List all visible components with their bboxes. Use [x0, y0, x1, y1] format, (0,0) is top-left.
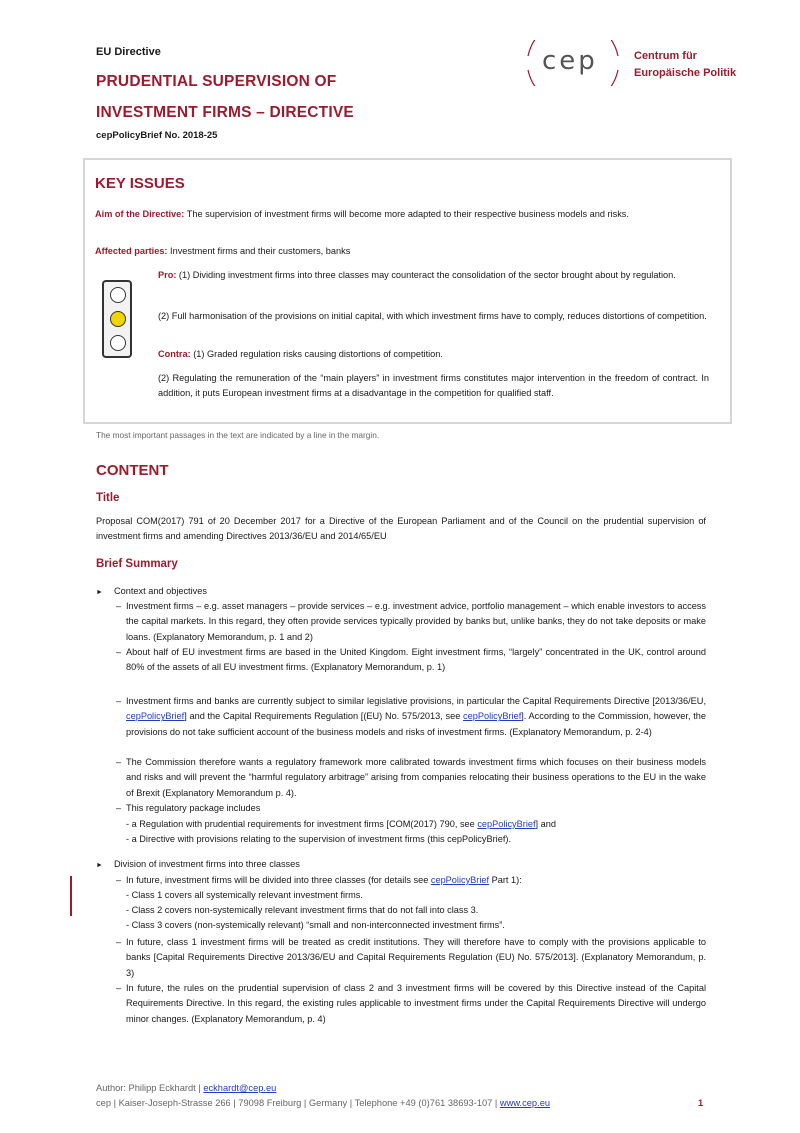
division-item-1-text-b: Part 1): [489, 875, 522, 885]
affected-label: Affected parties: [95, 246, 168, 256]
document-title [96, 66, 354, 128]
document-type: EU Directive [96, 46, 161, 58]
bullet-triangle-icon: ► [96, 862, 103, 869]
key-issues-heading: KEY ISSUES [95, 175, 185, 192]
division-label: Division of investment firms into three classes [114, 859, 300, 869]
aim-text: The supervision of investment firms will become more adapted to their respective business models and risks. [184, 209, 629, 219]
traffic-light-red-lamp [110, 287, 126, 303]
pro-text-1: (1) Dividing investment firms into three classes may counteract the consolidation of the sector brought about by regulation. [176, 270, 676, 280]
key-issues-box [83, 158, 732, 424]
division-bullet [96, 857, 300, 873]
division-item-1-text-a: In future, investment firms will be divided into three classes (for details see [126, 875, 431, 885]
division-item-3 [116, 981, 706, 1027]
author-email-link[interactable]: eckhardt@cep.eu [203, 1083, 277, 1093]
traffic-light-green-lamp [110, 335, 126, 351]
context-bullet [96, 584, 207, 600]
context-sub-item-2: - a Directive with provisions relating to the supervision of investment firms (this cepPolicyBrief). [126, 834, 511, 844]
contra-point-2: (2) Regulating the remuneration of the “main players” in investment firms constitutes major intervention in the freedom of contract. In addition, it puts European investment firms at a disadvantage in the competition for qualified staff. [158, 373, 709, 399]
address-text: cep | Kaiser-Joseph-Strasse 266 | 79098 Freiburg | Germany | Telephone +49 (0)761 38693-107 | [96, 1098, 500, 1108]
context-item-2-text: About half of EU investment firms are based in the United Kingdom. Eight investment firms, “largely” concentrated in the UK, control around 80% of the assets of all EU investment firms. (Explanatory Memorandum, p. 1) [126, 647, 706, 673]
context-sub-item-1-text-b: ] and [535, 819, 556, 829]
dash-marker: – [116, 937, 122, 947]
division-item-1 [116, 873, 706, 888]
context-sub-item-1 [126, 817, 556, 832]
cep-policy-brief-link[interactable]: cepPolicyBrief [126, 711, 185, 722]
context-sub-item-1-text-a: - a Regulation with prudential requirements for investment firms [COM(2017) 790, see [126, 819, 478, 829]
dash-marker: – [116, 601, 122, 611]
dash-marker: – [116, 757, 122, 767]
division-item-2-text: In future, class 1 investment firms will be treated as credit institutions. They will therefore have to comply with the provisions applicable to banks [Capital Requirements Directive 2013/36/EU and Capital Requirements Regulation (EU) No. 575/2013]. (Explanatory Memorandum, p. 3) [126, 937, 706, 978]
cep-policy-brief-link[interactable]: cepPolicyBrief [477, 819, 536, 829]
brief-summary-heading: Brief Summary [96, 558, 178, 570]
traffic-light-yellow-lamp [110, 311, 126, 327]
logo-wordmark: cep [542, 46, 598, 76]
cep-logo [522, 40, 762, 86]
margin-line-footnote: The most important passages in the text are indicated by a line in the margin. [96, 430, 380, 440]
division-item-3-text: In future, the rules on the prudential supervision of class 2 and 3 investment firms will be covered by this Directive instead of the Capital Requirements Directive. In this regard, the existing rules applicable to investment firms under the Capital Requirements Directive will undergo minor changes. (Explanatory Memorandum, p. 4) [126, 983, 706, 1024]
dash-marker: – [116, 875, 122, 885]
dash-marker: – [116, 647, 122, 657]
cep-policy-brief-link[interactable]: cepPolicyBrief [463, 711, 522, 722]
brief-number: cepPolicyBrief No. 2018-25 [96, 130, 218, 141]
dash-marker: – [116, 803, 122, 813]
context-label: Context and objectives [114, 586, 207, 596]
dash-marker: – [116, 696, 122, 706]
class-2-description: - Class 2 covers non-systemically relevant investment firms that do not fall into class 3. [126, 905, 479, 915]
title-subheading: Title [96, 492, 120, 504]
pro-label: Pro: [158, 270, 177, 280]
page-number: 1 [698, 1098, 704, 1108]
context-item-1 [116, 599, 706, 645]
context-item-2 [116, 645, 706, 676]
class-1-description: - Class 1 covers all systemically relevant investment firms. [126, 890, 363, 900]
contra-point-1 [158, 347, 709, 362]
logo-org-line-2: Europäische Politik [634, 67, 737, 79]
title-line-1: PRUDENTIAL SUPERVISION OF [96, 73, 337, 90]
affected-text: Investment firms and their customers, banks [167, 246, 351, 256]
website-link[interactable]: www.cep.eu [499, 1098, 551, 1108]
dash-marker: – [116, 983, 122, 993]
context-item-1-text: Investment firms – e.g. asset managers – provide services – e.g. investment advice, portfolio management – which enable investors to access the capital markets. In this regard, they often provide services typically provided by banks but, unlike banks, they do not take deposits or make loans. (Explanatory Memorandum, p. 1 and 2) [126, 601, 706, 642]
pro-point-2: (2) Full harmonisation of the provisions on initial capital, with which investment firms have to comply, reduces distortions of competition. [158, 311, 707, 321]
author-text: Author: Philipp Eckhardt | [96, 1083, 204, 1093]
logo-org-line-1: Centrum für [634, 50, 697, 62]
contra-label: Contra: [158, 349, 191, 359]
margin-importance-line [70, 876, 72, 916]
aim-of-directive [95, 207, 709, 222]
proposal-title: Proposal COM(2017) 791 of 20 December 2017 for a Directive of the European Parliament and of the Council on the prudential supervision of investment firms and amending Directives 2013/36/EU and 2014/65/EU [96, 516, 706, 542]
logo-organisation [634, 48, 736, 82]
context-item-3 [116, 694, 706, 740]
bullet-triangle-icon: ► [96, 589, 103, 596]
affected-parties [95, 244, 709, 259]
contra-text-1: (1) Graded regulation risks causing distortions of competition. [190, 349, 443, 359]
traffic-light-icon [102, 280, 132, 358]
class-3-description: - Class 3 covers (non-systemically relevant) “small and non-interconnected investment firms”. [126, 920, 505, 930]
content-heading: CONTENT [96, 462, 169, 479]
footer-address [96, 1098, 550, 1108]
context-item-4 [116, 755, 706, 801]
pro-point-1 [158, 268, 709, 283]
context-item-4-text: The Commission therefore wants a regulatory framework more calibrated towards investment firms which focuses on their business models and risks and will prevent the “harmful regulatory arbitrage” arising from companies relocating their business operations to the EU in the wake of Brexit (Explanatory Memorandum p. 4). [126, 757, 706, 798]
context-item-5 [116, 801, 706, 816]
context-item-3-text-a: Investment firms and banks are currently subject to similar legislative provisions, in particular the Capital Requirements Directive [2013/36/EU, [126, 696, 706, 706]
division-item-2 [116, 935, 706, 981]
footer-author [96, 1083, 276, 1093]
aim-label: Aim of the Directive: [95, 209, 185, 219]
context-item-3-text-b: ] and the Capital Requirements Regulation [(EU) No. 575/2013, see [184, 711, 464, 722]
context-item-3-text-c: ]. According to the Commission, however, the provisions do not take sufficient account of the business models and risks of investment firms. (Explanatory Memorandum, p. 2-4) [126, 711, 706, 737]
context-item-5-text: This regulatory package includes [126, 803, 261, 813]
title-line-2: INVESTMENT FIRMS – DIRECTIVE [96, 104, 354, 121]
cep-policy-brief-link[interactable]: cepPolicyBrief [430, 875, 490, 885]
